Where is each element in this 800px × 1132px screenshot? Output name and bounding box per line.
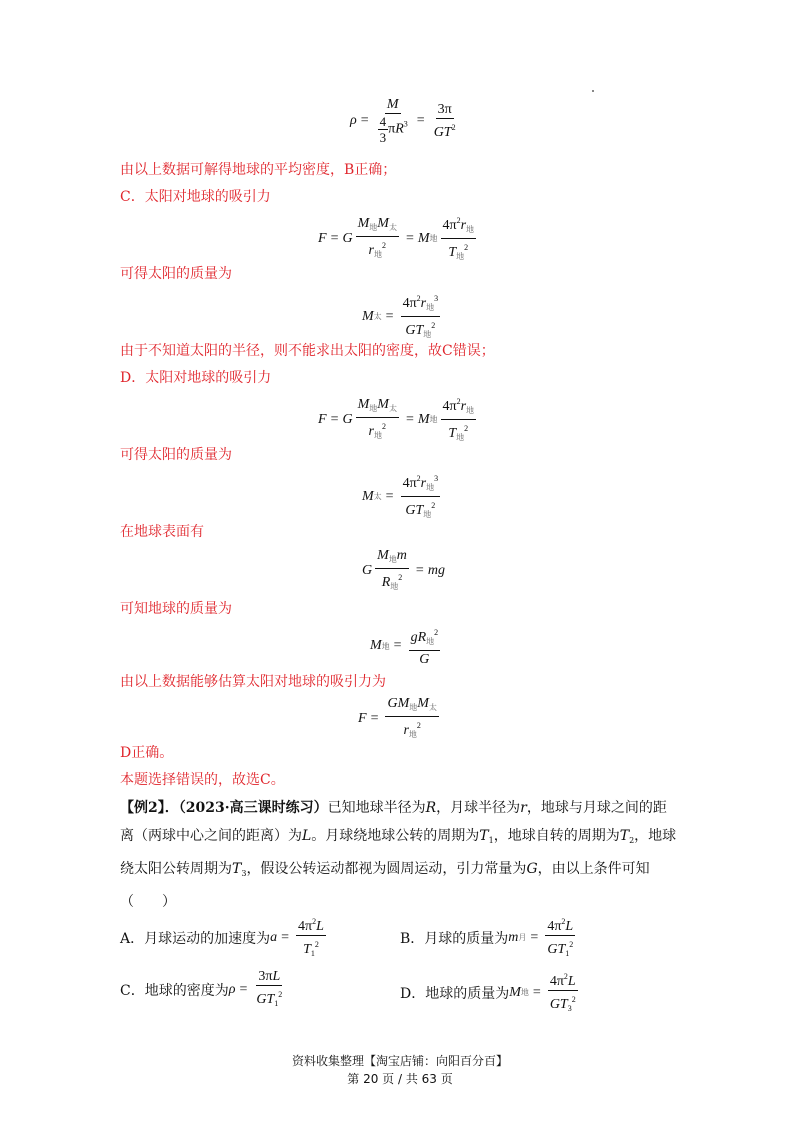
text-line: 由于不知道太阳的半径，则不能求出太阳的密度，故C错误； [120, 343, 495, 359]
density-formula: ρ = M $\frac{4}{3}$ $\pi R^3$ = $\frac{3\pi}{GT^2}$ [350, 97, 456, 145]
example-tag: 【例2】．（2023·高三课时练习） [120, 800, 328, 816]
text-line: 可知地球的质量为 [120, 601, 232, 617]
footer-source: 资料收集整理【淘宝店铺：向阳百分百】 [291, 1054, 508, 1068]
page-number: 第 20 页 / 共 63 页 [347, 1072, 453, 1086]
answer-conclusion: 本题选择错误的，故选C。 [120, 772, 285, 788]
surface-gravity-formula: G $\frac{M_地m}{R_地^2}$ = mg [362, 548, 445, 591]
option-d-heading: D．太阳对地球的吸引力 [120, 370, 272, 386]
option-d: D．地球的质量为 M 地 = $\frac{4\pi^2L}{GT_3^2}$ [400, 968, 581, 1017]
option-c: C．地球的密度为 ρ = $\frac{3\pi L}{GT_1^2}$ [120, 969, 283, 1008]
text-line: 由以上数据可解得地球的平均密度，B正确； [120, 162, 397, 178]
sun-earth-force-formula: F = $\frac{GM_地M_太}{r_地^2}$ [358, 696, 437, 739]
gravity-formula-c: F = G $\frac{M_地M_太}{r_地^2}$ = M 地 $\frac{4\pi^2r_地}{T_地^2}$ [318, 212, 479, 265]
text-line: 由以上数据能够估算太阳对地球的吸引力为 [120, 674, 386, 690]
option-c-heading: C．太阳对地球的吸引力 [120, 189, 271, 205]
text-line: 可得太阳的质量为 [120, 266, 232, 282]
sun-mass-formula-d: M 太 = $\frac{4\pi^2r_地^3}{GT_地^2}$ [362, 470, 443, 523]
text-line: D正确。 [120, 745, 174, 761]
text-line: 在地球表面有 [120, 524, 204, 540]
option-a: A．月球运动的加速度为 a = $\frac{4\pi^2L}{T_1^2}$ [120, 913, 329, 962]
gravity-formula-d: F = G $\frac{M_地M_太}{r_地^2}$ = M 地 $\frac{4\pi^2r_地}{T_地^2}$ [318, 393, 479, 446]
text-line: 可得太阳的质量为 [120, 447, 232, 463]
option-b: B．月球的质量为 m 月 = $\frac{4\pi^2L}{GT_1^2}$ [400, 913, 578, 962]
earth-mass-formula: M 地 = $\frac{gR_地^2}{G}$ [370, 624, 443, 668]
example-2-question: 【例2】．（2023·高三课时练习）已知地球半径为R，月球半径为r，地球与月球之间的距离（两球中心之间的距离）为L。月球绕地球公转的周期为$T_1$，地球自转的周期为$T_2$，地球绕太阳公转周期为$T_3$，假设公转运动都视为圆周运动，引力常量为G，由以上条件可知（ ） [120, 800, 677, 910]
page-speck [592, 90, 594, 92]
sun-mass-formula-c: M 太 = $\frac{4\pi^2r_地^3}{GT_地^2}$ [362, 290, 443, 343]
